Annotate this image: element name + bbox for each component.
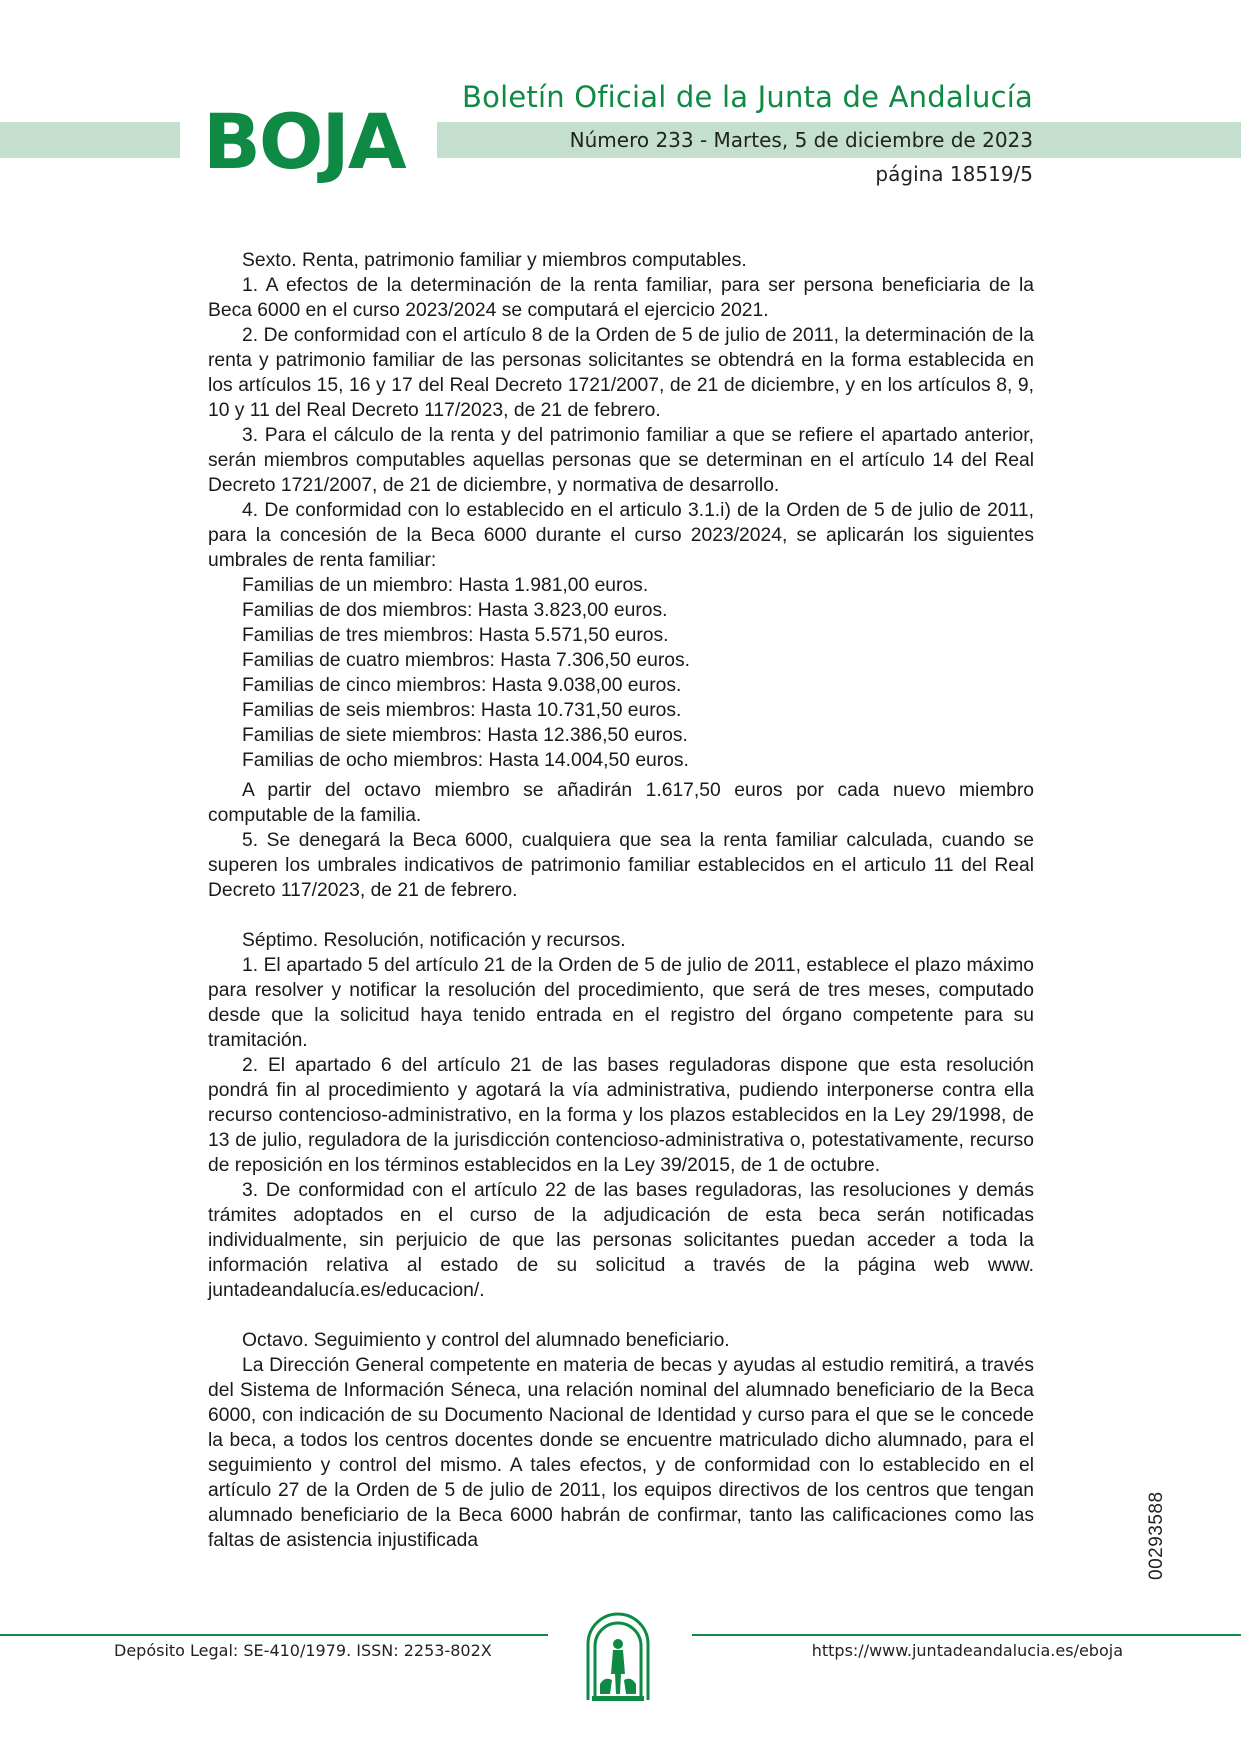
paragraph: 1. El apartado 5 del artículo 21 de la Orden de 5 de julio de 2011, establece el plazo máximo para resolver y notificar la resolución del procedimiento, que será de tres meses, computado desde que la solicitud haya tenido entrada en el registro del órgano competente para su tramitación. bbox=[208, 955, 1034, 1051]
bulletin-title: Boletín Oficial de la Junta de Andalucía bbox=[462, 80, 1033, 114]
list-item: Familias de siete miembros: Hasta 12.386,50 euros. bbox=[242, 725, 688, 746]
paragraph: 1. A efectos de la determinación de la renta familiar, para ser persona beneficiaria de la Beca 6000 en el curso 2023/2024 se computará el ejercicio 2021. bbox=[208, 275, 1034, 321]
page-number: página 18519/5 bbox=[875, 162, 1033, 186]
section-heading-sexto: Sexto. Renta, patrimonio familiar y miembros computables. bbox=[242, 250, 747, 271]
issue-number: Número 233 - Martes, 5 de diciembre de 2023 bbox=[569, 128, 1033, 152]
paragraph: 4. De conformidad con lo establecido en el articulo 3.1.i) de la Orden de 5 de julio de 2011, para la concesión de la Beca 6000 durante el curso 2023/2024, se aplicarán los siguientes umbrales de renta familiar: bbox=[208, 500, 1034, 571]
list-item: Familias de cuatro miembros: Hasta 7.306,50 euros. bbox=[242, 650, 690, 671]
list-item: Familias de cinco miembros: Hasta 9.038,00 euros. bbox=[242, 675, 682, 696]
header-band-left bbox=[0, 122, 180, 158]
list-item: Familias de un miembro: Hasta 1.981,00 euros. bbox=[242, 575, 649, 596]
paragraph: 3. Para el cálculo de la renta y del patrimonio familiar a que se refiere el apartado anterior, serán miembros computables aquellas personas que se determinan en el artículo 14 del Real Decreto 1721/2007, de 21 de diciembre, y normativa de desarrollo. bbox=[208, 425, 1034, 496]
spacer bbox=[208, 903, 1034, 928]
paragraph: 5. Se denegará la Beca 6000, cualquiera que sea la renta familiar calculada, cuando se superen los umbrales indicativos de patrimonio familiar establecidos en el articulo 11 del Real Decreto 117/2023, de 21 de febrero. bbox=[208, 830, 1034, 901]
section-heading-octavo: Octavo. Seguimiento y control del alumnado beneficiario. bbox=[242, 1330, 730, 1351]
list-item: Familias de ocho miembros: Hasta 14.004,50 euros. bbox=[242, 750, 689, 771]
registration-code: 00293588 bbox=[1146, 1491, 1167, 1580]
paragraph: A partir del octavo miembro se añadirán 1.617,50 euros por cada nuevo miembro computable de la familia. bbox=[208, 780, 1034, 826]
paragraph: 3. De conformidad con el artículo 22 de las bases reguladoras, las resoluciones y demás trámites adoptados en el curso de la adjudicación de esta beca serán notificadas individualmente, sin perjuicio de que las personas solicitantes puedan acceder a toda la información relativa al estado de su solicitud a través de la página web www. juntadeandalucía.es/educacion/. bbox=[208, 1180, 1034, 1301]
paragraph: La Dirección General competente en materia de becas y ayudas al estudio remitirá, a través del Sistema de Información Séneca, una relación nominal del alumnado beneficiario de la Beca 6000, con indicación de su Documento Nacional de Identidad y curso para el que se le concede la beca, a todos los centros docentes donde se encuentre matriculado dicho alumnado, para el seguimiento y control del mismo. A tales efectos, y de conformidad con lo establecido en el artículo 27 de la Orden de 5 de julio de 2011, los equipos directivos de los centros que tengan alumnado beneficiario de la Beca 6000 habrán de confirmar, tanto las calificaciones como las faltas de asistencia injustificada bbox=[208, 1355, 1034, 1551]
footer-rule-left bbox=[0, 1634, 548, 1636]
andalucia-emblem-icon bbox=[582, 1604, 654, 1704]
footer-rule-right bbox=[692, 1634, 1241, 1636]
footer-url-link[interactable]: https://www.juntadeandalucia.es/eboja bbox=[811, 1641, 1123, 1660]
list-item: Familias de dos miembros: Hasta 3.823,00 euros. bbox=[242, 600, 668, 621]
document-body bbox=[208, 248, 1034, 1553]
income-thresholds-list bbox=[208, 573, 1034, 773]
boja-logo: BOJA bbox=[203, 97, 405, 186]
list-item: Familias de tres miembros: Hasta 5.571,50 euros. bbox=[242, 625, 669, 646]
spacer bbox=[208, 1303, 1034, 1328]
list-item: Familias de seis miembros: Hasta 10.731,50 euros. bbox=[242, 700, 682, 721]
section-heading-septimo: Séptimo. Resolución, notificación y recursos. bbox=[242, 930, 626, 951]
paragraph: 2. De conformidad con el artículo 8 de la Orden de 5 de julio de 2011, la determinación de la renta y patrimonio familiar de las personas solicitantes se obtendrá en la forma establecida en los artículos 15, 16 y 17 del Real Decreto 1721/2007, de 21 de diciembre, y en los artículos 8, 9, 10 y 11 del Real Decreto 117/2023, de 21 de febrero. bbox=[208, 325, 1034, 421]
legal-deposit: Depósito Legal: SE-410/1979. ISSN: 2253-802X bbox=[114, 1641, 492, 1660]
paragraph: 2. El apartado 6 del artículo 21 de las bases reguladoras dispone que esta resolución pondrá fin al procedimiento y agotará la vía administrativa, pudiendo interponerse contra ella recurso contencioso-administrativo, en la forma y los plazos establecidos en la Ley 29/1998, de 13 de julio, reguladora de la jurisdicción contencioso-administrativa o, potestativamente, recurso de reposición en los términos establecidos en la Ley 39/2015, de 1 de octubre. bbox=[208, 1055, 1034, 1176]
